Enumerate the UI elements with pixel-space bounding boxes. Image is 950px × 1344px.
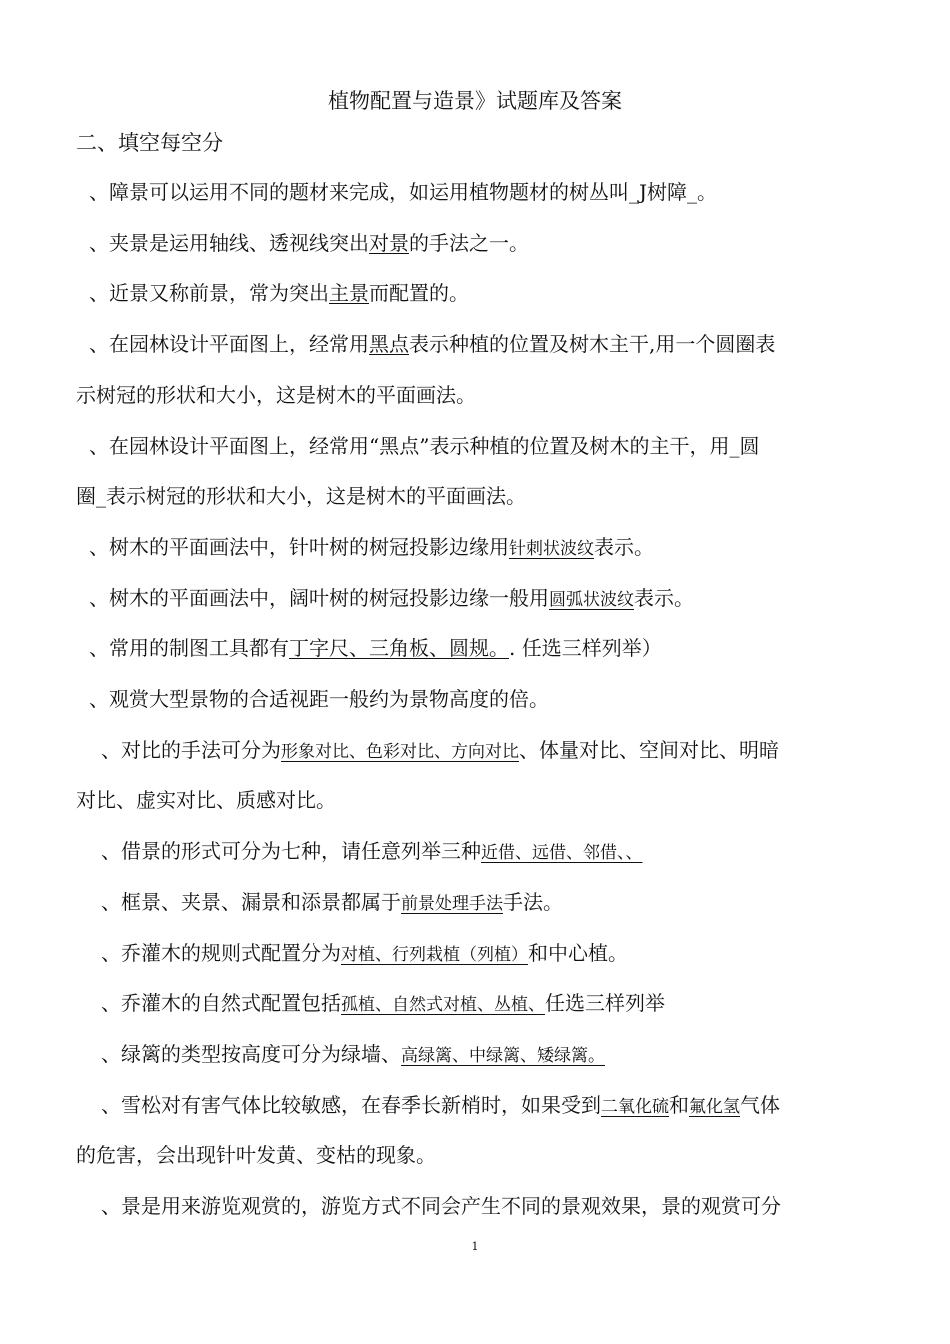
question-line [76,938,886,970]
document-title: 植物配置与造景》试题库及答案 [328,89,622,113]
question-text: 表示。 [634,585,694,610]
question-line [76,1039,886,1071]
question-text: 圈_表示树冠的形状和大小，这是树木的平面画法。 [76,484,526,509]
answer-blank-text: 主景 [329,281,369,306]
answer-blank-text: 丁字尺、三角板、圆规。 [289,636,509,661]
question-continuation-line [76,481,861,511]
question-line [76,1090,886,1122]
question-text: 、框景、夹景、漏景和添景都属于 [101,889,401,914]
question-line [76,532,874,564]
question-line [76,583,874,615]
question-line [76,684,874,714]
question-line [76,988,886,1020]
question-text: 、体量对比、空间对比、明暗 [519,737,779,762]
question-text: 、乔灌木的自然式配置包括 [101,991,341,1016]
question-text: 、夹景是运用轴线、透视线突出 [89,230,369,255]
question-text: 的手法之一。 [409,230,529,255]
answer-blank-text: 高绿篱、中绿篱、矮绿篱。 [401,1045,605,1066]
question-text: 示树冠的形状和大小，这是树木的平面画法。 [76,382,476,407]
answer-blank-text: 黑点 [369,332,409,357]
question-text: 和 [669,1092,689,1117]
question-text: 的危害，会出现针叶发黄、变枯的现象。 [76,1143,436,1168]
question-text: 、在园林设计平面图上，经常用 [89,332,369,357]
page-number: 1 [471,1240,479,1253]
question-text: 、树木的平面画法中，阔叶树的树冠投影边缘一般用 [89,585,549,610]
question-line [76,735,886,767]
answer-blank-text: 对景 [369,230,409,255]
question-text: 、障景可以运用不同的题材来完成，如运用植物题材的树丛叫_J树障_。 [89,180,718,204]
answer-blank-text: 二氧化硫 [601,1096,669,1117]
question-line [76,633,874,663]
answer-blank-text: 孤植、自然式对植、丛植、 [341,995,545,1016]
question-line [76,431,874,461]
question-text: 、绿篱的类型按高度可分为绿墙、 [101,1041,401,1066]
answer-blank-text: 形象对比、色彩对比、方向对比 [281,741,519,762]
question-text: 、乔灌木的规则式配置分为 [101,940,341,965]
question-text: 而配置的。 [369,281,469,306]
section-heading: 二、填空每空分 [76,131,223,155]
question-continuation-line [76,785,861,815]
question-line [76,1191,886,1221]
answer-blank-text: 近借、远借、邻借、、 [481,843,643,864]
question-text: 、观赏大型景物的合适视距一般约为景物高度的倍。 [89,687,549,711]
question-text: . 任选三样列举） [509,636,662,661]
question-line [76,836,886,868]
question-text: 任选三样列举 [545,991,665,1016]
answer-blank-text: 氟化氢 [689,1096,740,1117]
question-text: 、常用的制图工具都有 [89,636,289,661]
question-text: 、树木的平面画法中，针叶树的树冠投影边缘用 [89,534,509,559]
question-text: 、在园林设计平面图上，经常用“黑点”表示种植的位置及树木的主干，用_圆 [89,433,760,458]
question-line [76,329,874,359]
question-text: 、景是用来游览观赏的，游览方式不同会产生不同的景观效果，景的观赏可分 [101,1194,781,1218]
question-text: 表示。 [594,534,654,559]
question-line [76,177,874,207]
question-text: 、对比的手法可分为 [101,737,281,762]
question-text: 对比、虚实对比、质感对比。 [76,788,336,813]
question-text: 和中心植。 [528,940,628,965]
question-text: 、雪松对有害气体比较敏感，在春季长新梢时，如果受到 [101,1092,601,1117]
answer-blank-text: 圆弧状波纹 [549,589,634,610]
question-text: 、借景的形式可分为七种，请任意列举三种 [101,839,481,864]
question-line [76,228,874,258]
answer-blank-text: 前景处理手法 [401,893,503,914]
question-text: 表示种植的位置及树木主干,用一个圆圈表 [409,332,776,357]
question-text: 、近景又称前景，常为突出 [89,281,329,306]
question-line [76,278,874,308]
answer-blank-text: 对植、行列栽植（列植） [341,944,528,965]
question-line [76,887,886,919]
question-text: 气体 [740,1092,780,1117]
question-text: 手法。 [503,889,563,914]
question-continuation-line [76,1140,861,1170]
answer-blank-text: 针刺状波纹 [509,538,594,559]
question-continuation-line [76,380,861,410]
